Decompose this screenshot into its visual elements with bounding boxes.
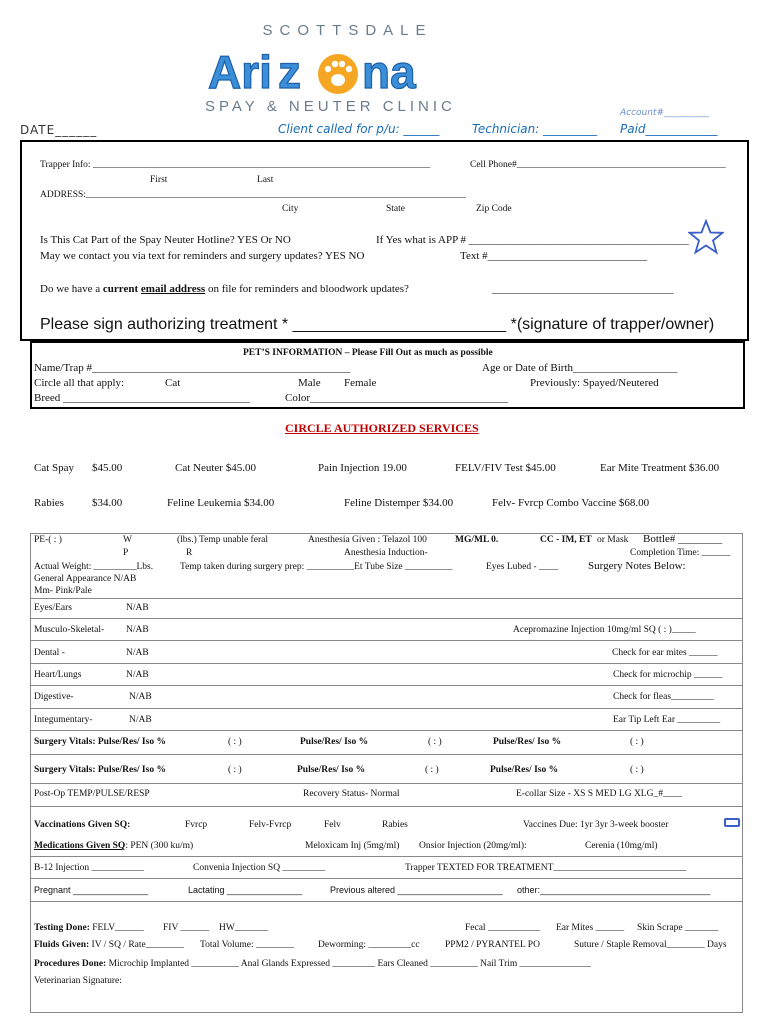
- musculo-skeletal-label: Musculo-Skeletal-: [34, 625, 105, 635]
- account-number-field[interactable]: Account#__________: [620, 108, 710, 118]
- dental-nab[interactable]: N/AB: [126, 648, 149, 658]
- surgery-vitals-label-2: Surgery Vitals: Pulse/Res/ Iso %: [34, 765, 166, 775]
- actual-weight-field[interactable]: Actual Weight: _________Lbs.: [34, 562, 154, 572]
- or-mask-label: or Mask: [597, 535, 629, 545]
- cc-im-label: CC - IM, ET: [540, 535, 592, 545]
- temp-label: (lbs.) Temp unable feral: [177, 535, 268, 545]
- app-number-field[interactable]: If Yes what is APP # ________________________________________: [376, 234, 689, 246]
- email-question-end: on file for reminders and bloodwork updates?: [205, 283, 409, 295]
- age-field[interactable]: Age or Date of Birth___________________: [482, 362, 678, 374]
- heart-lungs-nab[interactable]: N/AB: [126, 670, 149, 680]
- paw-icon: [318, 54, 358, 94]
- fleas-check-field[interactable]: Check for fleas_________: [613, 692, 714, 702]
- divider: [30, 618, 743, 619]
- cat-spay-option[interactable]: Cat Spay: [34, 462, 75, 474]
- meloxicam-option[interactable]: Meloxicam Inj (5mg/ml): [305, 841, 400, 851]
- vaccines-due-field[interactable]: Vaccines Due: 1yr 3yr 3-week booster: [523, 820, 669, 830]
- vitals-time-2a[interactable]: ( : ): [228, 765, 242, 775]
- total-volume-field[interactable]: Total Volume: ________: [200, 940, 294, 950]
- breed-field[interactable]: Breed __________________________________: [34, 392, 251, 404]
- feline-leukemia-option[interactable]: Feline Leukemia $34.00: [167, 497, 275, 509]
- surgery-notes-label: Surgery Notes Below:: [588, 560, 686, 572]
- pet-info-title: PET’S INFORMATION – Please Fill Out as much as possible: [243, 348, 493, 358]
- recovery-status-field[interactable]: Recovery Status- Normal: [303, 789, 400, 799]
- feline-distemper-option[interactable]: Feline Distemper $34.00: [344, 497, 454, 509]
- logo-bottom-text: SPAY & NEUTER CLINIC: [205, 98, 456, 115]
- integumentary-nab[interactable]: N/AB: [129, 715, 152, 725]
- ear-mite-treatment-option[interactable]: Ear Mite Treatment $36.00: [600, 462, 720, 474]
- trapper-info-field[interactable]: Trapper Info: _______________________________________________________________________: [40, 160, 431, 170]
- email-question-text: Do we have a: [40, 283, 103, 295]
- divider: [30, 708, 743, 709]
- ear-tip-field[interactable]: Ear Tip Left Ear _________: [613, 715, 721, 725]
- cat-option[interactable]: Cat: [165, 377, 181, 389]
- technician-field[interactable]: Technician: _________: [472, 122, 598, 136]
- mg-ml-label: MG/ML 0.: [455, 535, 499, 545]
- pain-injection-option[interactable]: Pain Injection 19.00: [318, 462, 407, 474]
- vitals-time-1a[interactable]: ( : ): [228, 737, 242, 747]
- female-option[interactable]: Female: [344, 377, 377, 389]
- felv-fiv-test-option[interactable]: FELV/FIV Test $45.00: [455, 462, 556, 474]
- suture-removal-field[interactable]: Suture / Staple Removal________ Days: [574, 940, 727, 950]
- pen-option[interactable]: : PEN (300 ku/m): [125, 841, 194, 851]
- male-option[interactable]: Male: [298, 377, 321, 389]
- divider: [30, 878, 743, 879]
- email-address-text: email address: [140, 283, 206, 295]
- authorization-signature-field[interactable]: Please sign authorizing treatment * ________________________ *(signature of trapper/owner): [40, 316, 715, 333]
- procedures-row: [34, 959, 591, 969]
- medications-row: [34, 841, 193, 851]
- medications-label: Medications Given SQ: [34, 841, 126, 851]
- ppm2-pyrantel-option[interactable]: PPM2 / PYRANTEL PO: [445, 940, 540, 950]
- combo-vaccine-option[interactable]: Felv- Fvrcp Combo Vaccine $68.00: [492, 497, 650, 509]
- anesthesia-induction-label: Anesthesia Induction-: [344, 548, 428, 558]
- cat-spay-price: $45.00: [92, 462, 123, 474]
- rabies-price: $34.00: [92, 497, 123, 509]
- text-contact-question: May we contact you via text for reminders and surgery updates? YES NO: [40, 250, 365, 262]
- date-field[interactable]: DATE______: [20, 123, 98, 137]
- logo-text-na: na: [362, 46, 416, 96]
- other-field[interactable]: other:__________________________________: [517, 885, 711, 895]
- procedures-field[interactable]: Microchip Implanted __________ Anal Glands Expressed _________ Ears Cleaned __________ Nail Trim _______________: [106, 959, 591, 969]
- logo-text-ari: Ari: [208, 46, 272, 96]
- fecal-test-field[interactable]: Fecal ___________: [465, 923, 541, 933]
- previously-altered-option[interactable]: Previously: Spayed/Neutered: [530, 377, 659, 389]
- divider: [30, 598, 743, 599]
- fiv-test-field[interactable]: FIV ______: [163, 923, 210, 933]
- address-field[interactable]: ADDRESS:________________________________________________________________________________: [40, 190, 466, 200]
- testing-row: [34, 923, 144, 933]
- mm-field[interactable]: Mm- Pink/Pale: [34, 586, 92, 596]
- divider: [30, 783, 743, 784]
- previous-altered-field[interactable]: Previous altered _____________________: [330, 885, 503, 895]
- integumentary-label: Integumentary-: [34, 715, 93, 725]
- dental-label: Dental -: [34, 648, 65, 658]
- email-field[interactable]: _________________________________: [492, 283, 674, 295]
- felv-option[interactable]: Felv: [324, 820, 341, 830]
- email-current-text: current: [102, 283, 139, 295]
- hotline-question: Is This Cat Part of the Spay Neuter Hotline? YES Or NO: [40, 234, 291, 246]
- pe-field[interactable]: PE-( : ): [34, 535, 62, 545]
- vitals-time-2c[interactable]: ( : ): [630, 765, 644, 775]
- circle-apply-label: Circle all that apply:: [34, 377, 125, 389]
- name-trap-field[interactable]: Name/Trap #_______________________________________________: [34, 362, 351, 374]
- completion-time-field[interactable]: Completion Time: ______: [630, 548, 731, 558]
- surgery-temp-field[interactable]: Temp taken during surgery prep: __________Et Tube Size __________: [180, 562, 453, 572]
- microchip-check-field[interactable]: Check for microchip ______: [613, 670, 723, 680]
- text-number-field[interactable]: Text #_____________________________: [460, 250, 648, 262]
- vitals-time-2b[interactable]: ( : ): [425, 765, 439, 775]
- post-op-field[interactable]: Post-Op TEMP/PULSE/RESP: [34, 789, 150, 799]
- lactating-field[interactable]: Lactating _______________: [188, 885, 303, 895]
- ear-mites-test-field[interactable]: Ear Mites ______: [556, 923, 625, 933]
- cerenia-option[interactable]: Cerenia (10mg/ml): [585, 841, 658, 851]
- surgery-vitals-label-1: Surgery Vitals: Pulse/Res/ Iso %: [34, 737, 166, 747]
- onsior-option[interactable]: Onsior Injection (20mg/ml):: [419, 841, 527, 851]
- divider: [30, 730, 743, 731]
- divider: [30, 640, 743, 641]
- divider: [30, 901, 743, 902]
- vitals-pulse-1b: Pulse/Res/ Iso %: [300, 737, 369, 747]
- first-name-label: First: [150, 175, 168, 185]
- vitals-pulse-2c: Pulse/Res/ Iso %: [490, 765, 559, 775]
- vaccinations-label: Vaccinations Given SQ:: [34, 820, 131, 830]
- fluids-rate-field[interactable]: IV / SQ / Rate________: [89, 940, 184, 950]
- star-icon: [688, 219, 724, 255]
- vitals-time-1c[interactable]: ( : ): [630, 737, 644, 747]
- ear-mites-check-field[interactable]: Check for ear mites ______: [612, 648, 718, 658]
- city-label: City: [282, 204, 299, 214]
- zip-code-label: Zip Code: [476, 204, 512, 214]
- vitals-pulse-2b: Pulse/Res/ Iso %: [297, 765, 366, 775]
- rabies-option[interactable]: Rabies: [34, 497, 64, 509]
- divider: [30, 754, 743, 755]
- eyes-lubed-field[interactable]: Eyes Lubed - ____: [486, 562, 559, 572]
- heart-lungs-label: Heart/Lungs: [34, 670, 82, 680]
- pregnant-field[interactable]: Pregnant _______________: [34, 885, 149, 895]
- email-question: [40, 283, 409, 295]
- digestive-label: Digestive-: [34, 692, 74, 702]
- fluids-row: [34, 940, 184, 950]
- divider: [30, 856, 743, 857]
- rabies-vaccine-option[interactable]: Rabies: [382, 820, 408, 830]
- resp-label: R: [186, 548, 193, 558]
- testing-label: Testing Done:: [34, 923, 90, 933]
- trapper-texted-field[interactable]: Trapper TEXTED FOR TREATMENT____________________________: [405, 863, 687, 873]
- services-title: CIRCLE AUTHORIZED SERVICES: [285, 421, 479, 435]
- divider: [30, 685, 743, 686]
- vitals-time-1b[interactable]: ( : ): [428, 737, 442, 747]
- fluids-label: Fluids Given:: [34, 940, 90, 950]
- last-name-label: Last: [257, 175, 274, 185]
- skin-scrape-field[interactable]: Skin Scrape _______: [637, 923, 719, 933]
- bottle-field[interactable]: Bottle# ________: [643, 533, 723, 545]
- paid-field[interactable]: Paid____________: [620, 122, 718, 136]
- felv-fvrcp-option[interactable]: Felv-Fvrcp: [249, 820, 292, 830]
- state-label: State: [386, 204, 405, 214]
- divider: [30, 806, 743, 807]
- logo-top-text: SCOTTSDALE: [262, 22, 433, 39]
- acepromazine-field[interactable]: Acepromazine Injection 10mg/ml SQ ( : )_____: [513, 625, 696, 635]
- cell-phone-field[interactable]: Cell Phone#____________________________________________: [470, 160, 726, 170]
- eyes-ears-nab[interactable]: N/AB: [126, 603, 149, 613]
- fvrcp-option[interactable]: Fvrcp: [185, 820, 208, 830]
- procedures-label: Procedures Done:: [34, 959, 107, 969]
- weight-label: W: [123, 535, 132, 545]
- divider: [30, 663, 743, 664]
- deworming-field[interactable]: Deworming: _________cc: [318, 940, 420, 950]
- felv-test-field[interactable]: FELV______: [89, 923, 144, 933]
- convenia-field[interactable]: Convenia Injection SQ _________: [193, 863, 326, 873]
- clinic-logo: [208, 44, 440, 96]
- pulse-label: P: [123, 548, 129, 558]
- anesthesia-given-label: Anesthesia Given : Telazol 100: [308, 535, 427, 545]
- veterinarian-signature-field[interactable]: Veterinarian Signature:: [34, 976, 122, 986]
- ecollar-size-field[interactable]: E-collar Size - XS S MED LG XLG_#____: [516, 789, 682, 799]
- cat-neuter-option[interactable]: Cat Neuter $45.00: [175, 462, 256, 474]
- general-appearance-field[interactable]: General Appearance N/AB: [34, 574, 137, 584]
- digestive-nab[interactable]: N/AB: [129, 692, 152, 702]
- color-field[interactable]: Color____________________________________: [285, 392, 509, 404]
- eyes-ears-label: Eyes/Ears: [34, 603, 72, 613]
- hw-test-field[interactable]: HW_______: [219, 923, 269, 933]
- client-called-field[interactable]: Client called for p/u: ______: [278, 122, 440, 136]
- logo-text-z: z: [278, 46, 301, 96]
- musculo-nab[interactable]: N/AB: [126, 625, 149, 635]
- vitals-pulse-1c: Pulse/Res/ Iso %: [493, 737, 562, 747]
- b12-injection-field[interactable]: B-12 Injection ___________: [34, 863, 144, 873]
- checkbox[interactable]: [724, 818, 740, 827]
